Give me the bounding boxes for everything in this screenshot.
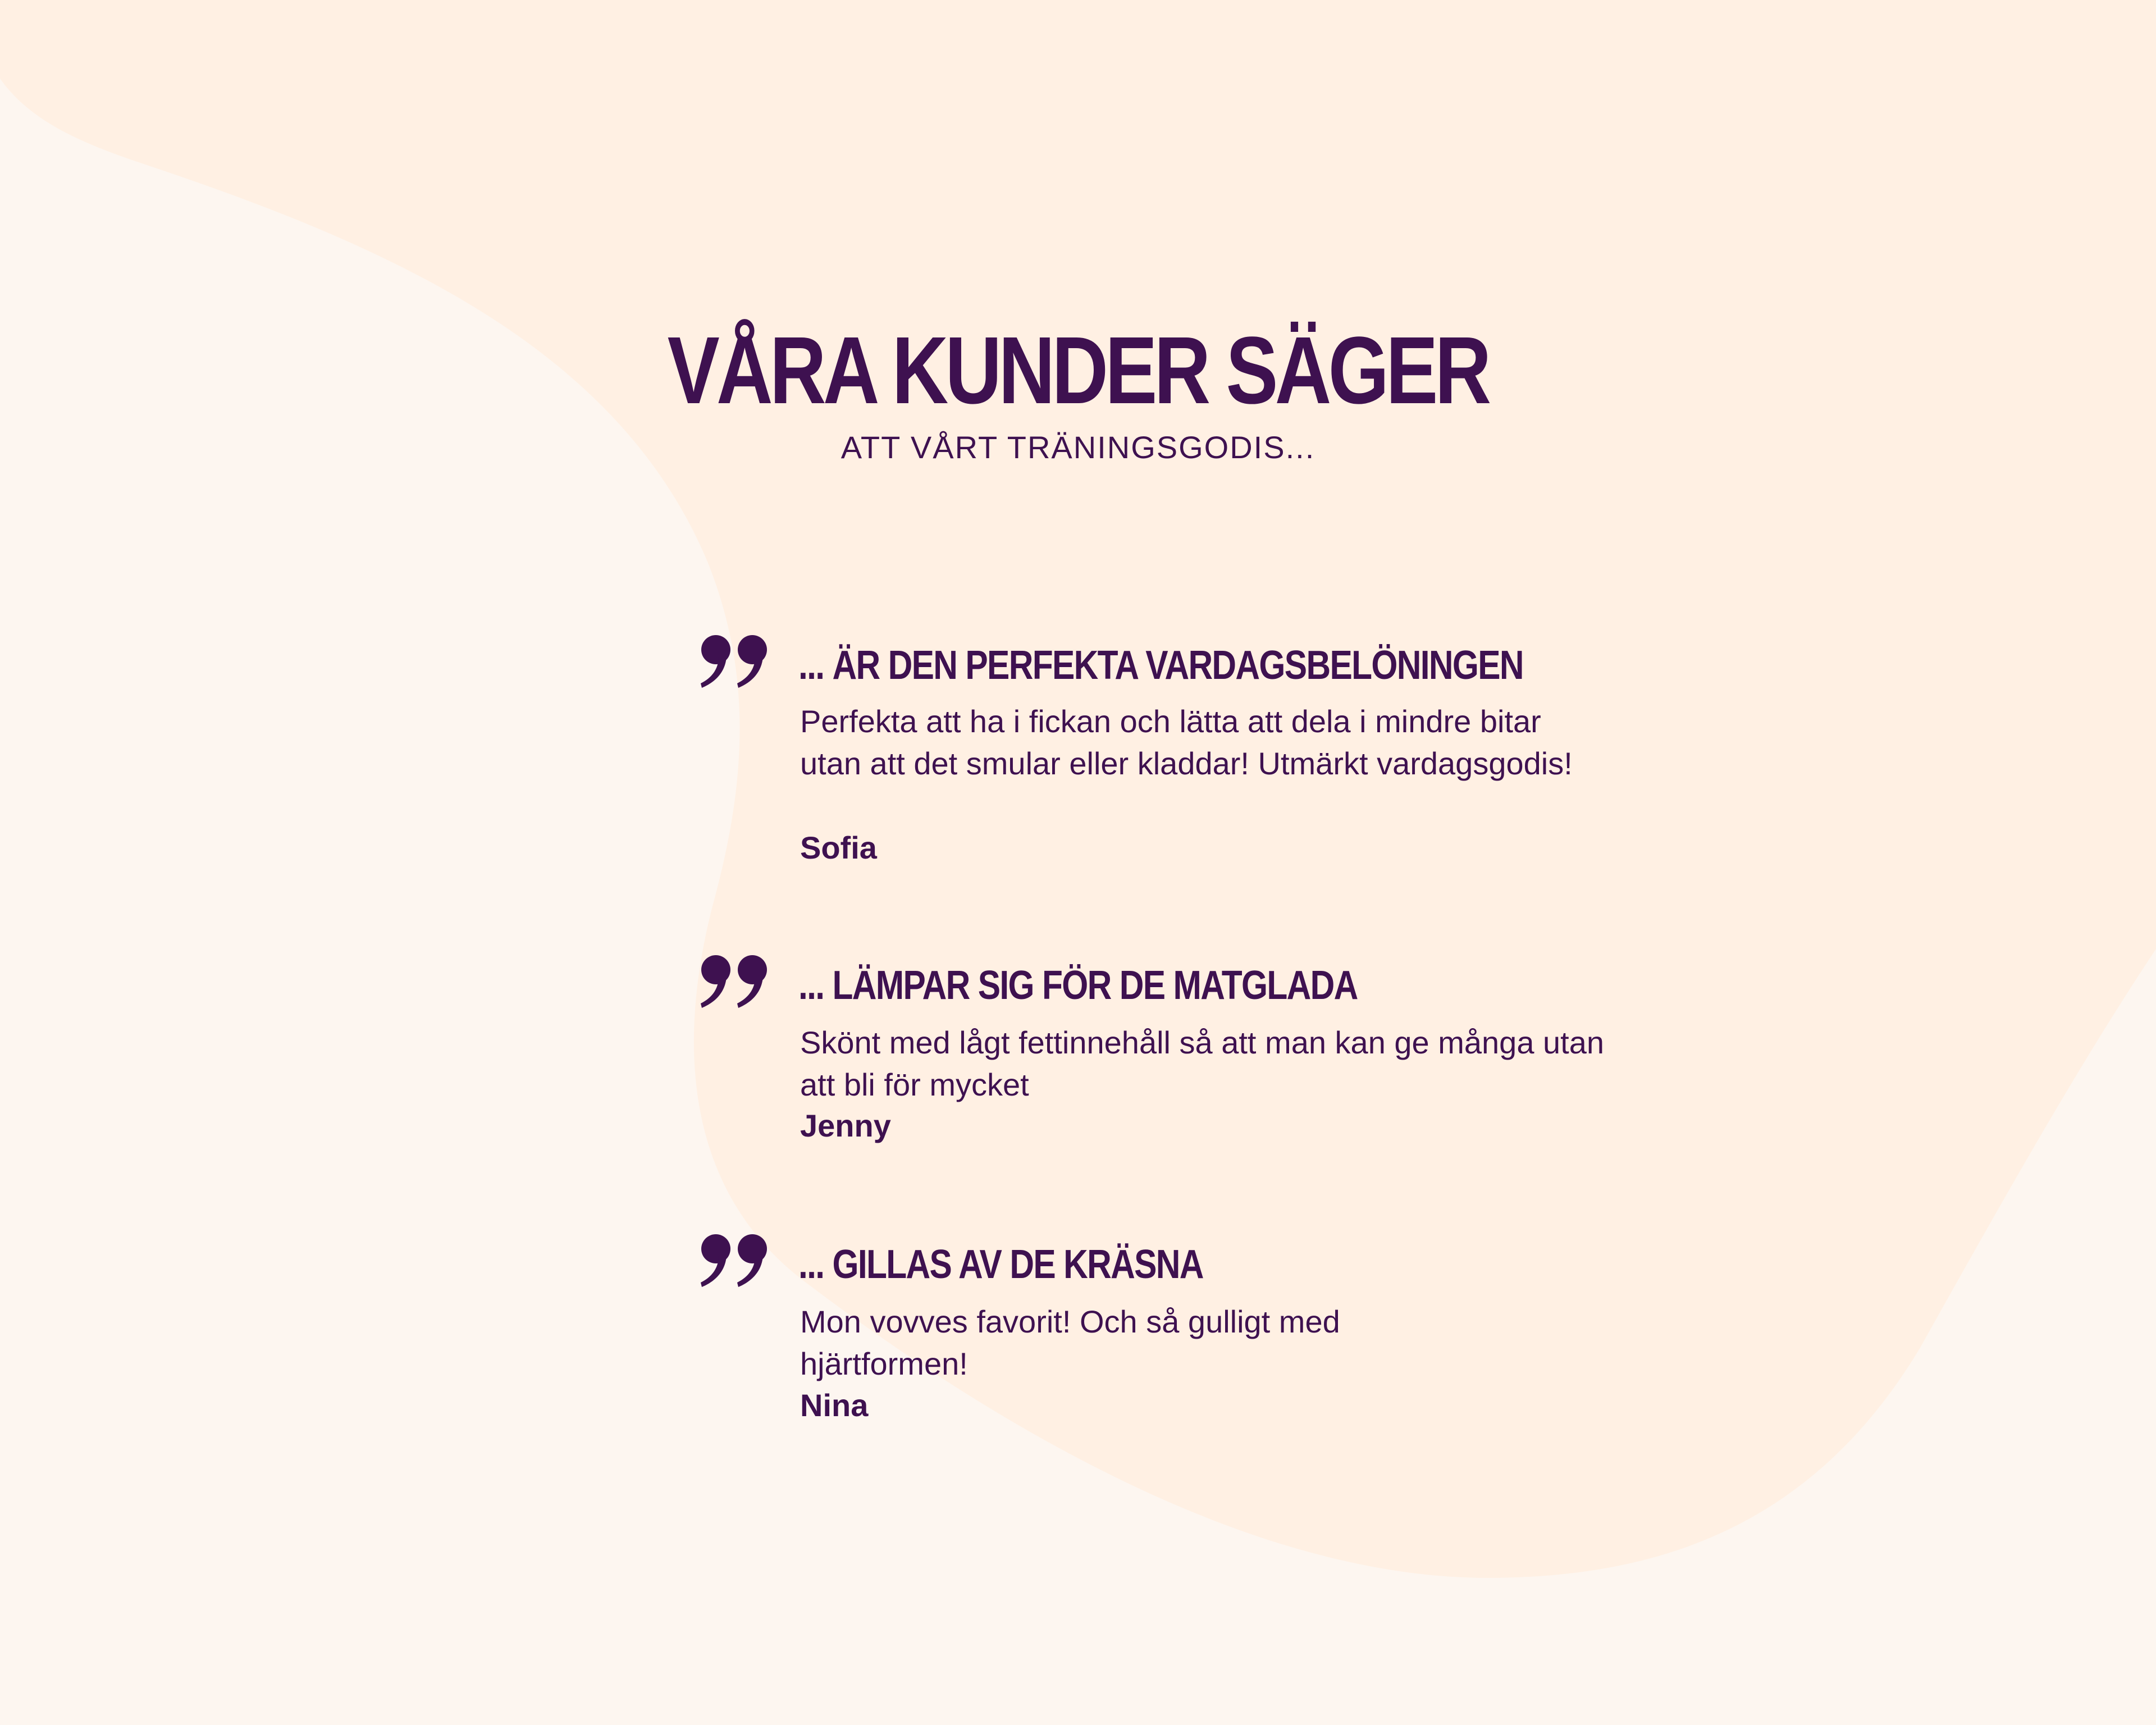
testimonial-author: Jenny [800, 1108, 891, 1143]
section-subtitle: ATT VÅRT TRÄNINGSGODIS... [841, 430, 1315, 465]
testimonial-text: Skönt med lågt fettinnehåll så att man kan ge många utan att bli för mycket [800, 1025, 1605, 1102]
testimonial-author: Nina [800, 1388, 869, 1423]
testimonial-text: Mon vovves favorit! Och så gulligt med hjärtformen! [800, 1304, 1340, 1381]
quote-icon [698, 1233, 771, 1289]
testimonial-title: ... LÄMPAR SIG FÖR DE MATGLADA [798, 963, 1358, 1008]
section-title: VÅRA KUNDER SÄGER [667, 317, 1488, 424]
quote-icon [698, 634, 771, 690]
testimonial-title: ... ÄR DEN PERFEKTA VARDAGSBELÖNINGEN [798, 643, 1523, 688]
quote-icon [698, 954, 771, 1010]
testimonial-title: ... GILLAS AV DE KRÄSNA [798, 1242, 1203, 1287]
testimonial-author: Sofia [800, 830, 877, 865]
testimonial-text: Perfekta att ha i fickan och lätta att dela i mindre bitar utan att det smular eller kladdar! Utmärkt vardagsgodis! [800, 704, 1573, 781]
